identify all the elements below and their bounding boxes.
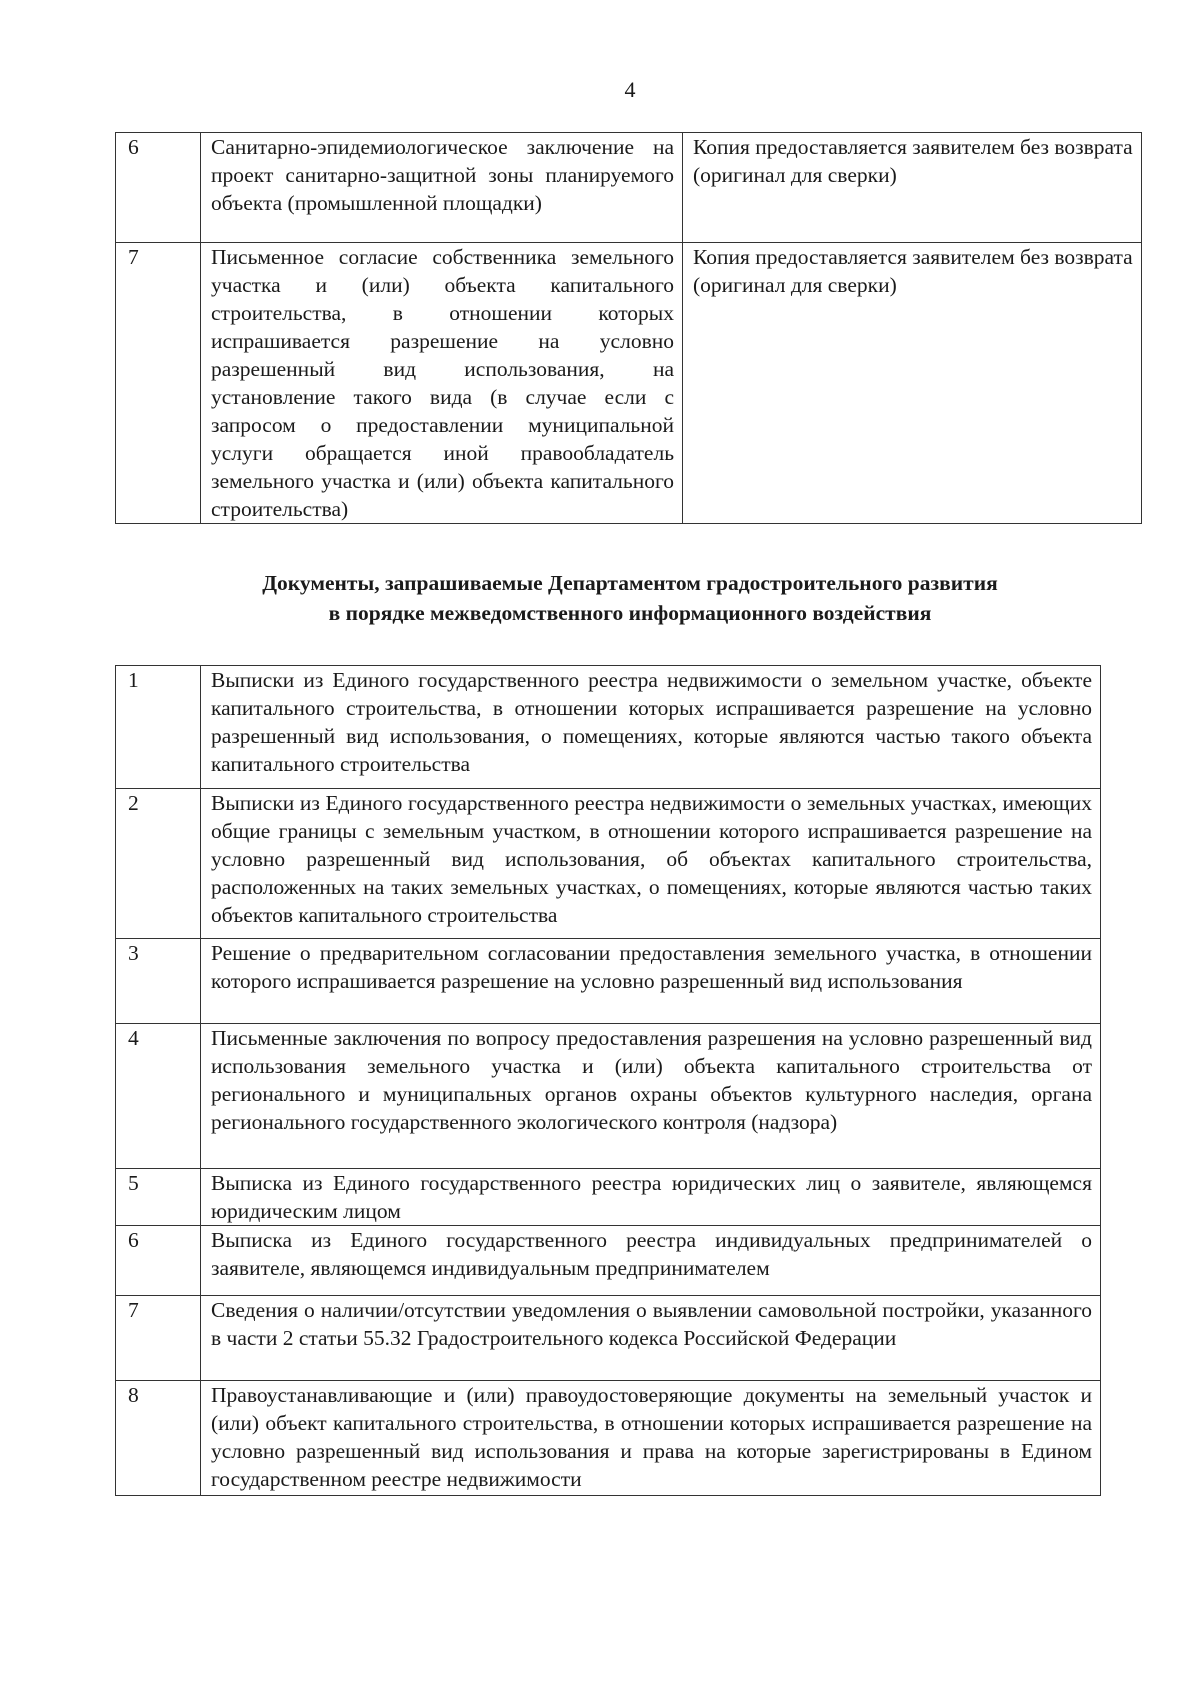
document-name: Выписки из Единого государственного реестра недвижимости о земельных участках, имеющих общие границы с земельным участком, в отношении которого испрашивается разрешение на условно разрешенный вид использования, об объектах капитального строительства, расположенных на таких земельных участках, о помещениях, которые являются частью таких объектов капитального строительства (201, 789, 1101, 939)
table-row (116, 1296, 1101, 1381)
row-number: 8 (116, 1381, 201, 1496)
document-name: Письменное согласие собственника земельного участка и (или) объекта капитального строительства, в отношении которых испрашивается разрешение на условно разрешенный вид использования, на установление такого вида (в случае если с запросом о предоставлении муниципальной услуги обращается иной правообладатель земельного участка и (или) объекта капитального строительства) (201, 243, 683, 524)
section-title (0, 568, 1200, 628)
requested-documents-table (115, 665, 1101, 1496)
document-name: Санитарно-эпидемиологическое заключение на проект санитарно-защитной зоны планируемого объекта (промышленной площадки) (201, 133, 683, 243)
document-name: Правоустанавливающие и (или) правоудостоверяющие документы на земельный участок и (или) объект капитального строительства, в отношении которых испрашивается разрешение на условно разрешенный вид использования и права на которые зарегистрированы в Едином государственном реестре недвижимости (201, 1381, 1101, 1496)
document-name: Выписка из Единого государственного реестра юридических лиц о заявителе, являющемся юридическим лицом (201, 1169, 1101, 1226)
row-number: 1 (116, 666, 201, 789)
document-name: Решение о предварительном согласовании предоставления земельного участка, в отношении которого испрашивается разрешение на условно разрешенный вид использования (201, 939, 1101, 1024)
row-number: 7 (116, 1296, 201, 1381)
document-name: Выписка из Единого государственного реестра индивидуальных предпринимателей о заявителе, являющемся индивидуальным предпринимателем (201, 1226, 1101, 1296)
row-number: 7 (116, 243, 201, 524)
row-number: 2 (116, 789, 201, 939)
table-row (116, 666, 1101, 789)
row-number: 3 (116, 939, 201, 1024)
table-row (116, 1226, 1101, 1296)
table-row (116, 939, 1101, 1024)
row-number: 6 (116, 133, 201, 243)
table-row (116, 1381, 1101, 1496)
table-row (116, 789, 1101, 939)
document-name: Выписки из Единого государственного реестра недвижимости о земельном участке, объекте капитального строительства, в отношении которых испрашивается разрешение на условно разрешенный вид использования, о помещениях, которые являются частью такого объекта капитального строительства (201, 666, 1101, 789)
row-number: 6 (116, 1226, 201, 1296)
submitted-documents-table (115, 132, 1142, 524)
submission-note: Копия предоставляется заявителем без возврата (оригинал для сверки) (683, 243, 1142, 524)
submission-note: Копия предоставляется заявителем без возврата (оригинал для сверки) (683, 133, 1142, 243)
section-title-line: в порядке межведомственного информационного воздействия (328, 601, 932, 625)
table-row (116, 1024, 1101, 1169)
table-row (116, 1169, 1101, 1226)
section-title-line: Документы, запрашиваемые Департаментом градостроительного развития (262, 571, 998, 595)
row-number: 4 (116, 1024, 201, 1169)
table-row (116, 243, 1142, 524)
row-number: 5 (116, 1169, 201, 1226)
table-row (116, 133, 1142, 243)
document-name: Письменные заключения по вопросу предоставления разрешения на условно разрешенный вид использования земельного участка и (или) объекта капитального строительства от регионального и муниципальных органов охраны объектов культурного наследия, органа регионального государственного экологического контроля (надзора) (201, 1024, 1101, 1169)
document-name: Сведения о наличии/отсутствии уведомления о выявлении самовольной постройки, указанного в части 2 статьи 55.32 Градостроительного кодекса Российской Федерации (201, 1296, 1101, 1381)
page-number: 4 (624, 77, 636, 102)
